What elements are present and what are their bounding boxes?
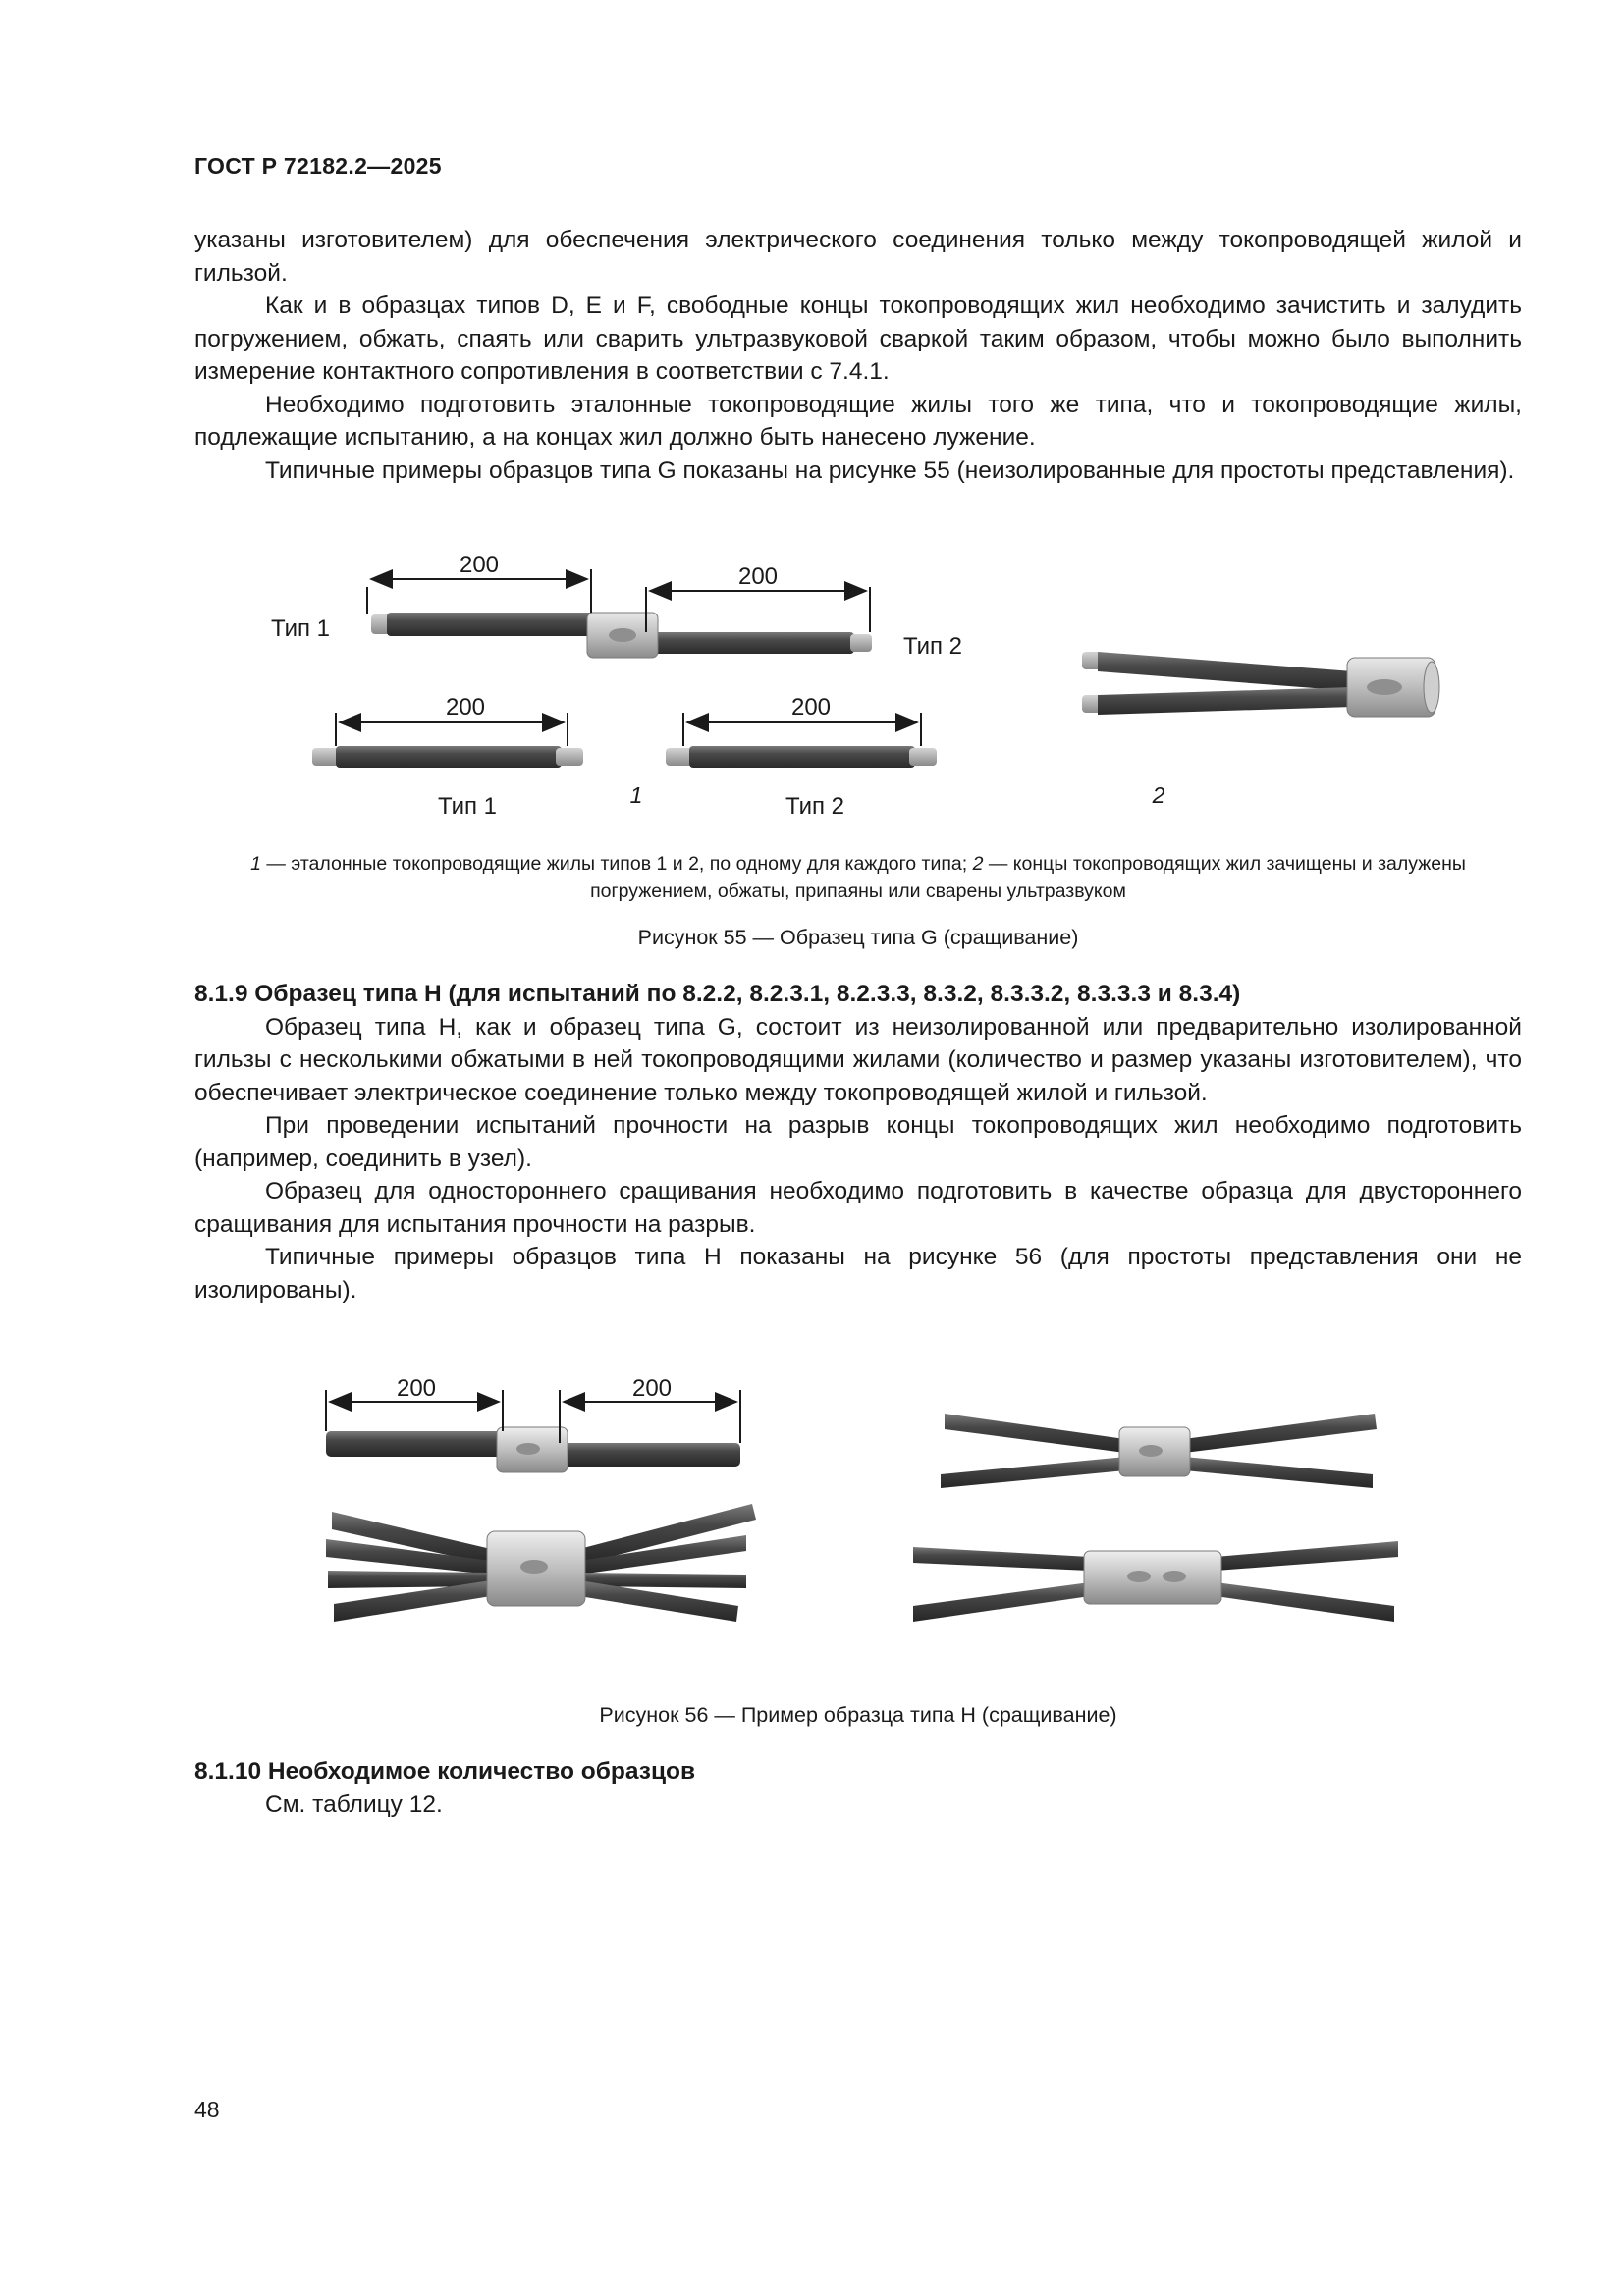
- h-sample-fan-large: [326, 1504, 756, 1622]
- paragraph: При проведении испытаний прочности на разрыв концы токопроводящих жил необходимо подготовить (например, соединить в узел).: [194, 1112, 1522, 1172]
- reference-wire-type2: [666, 694, 937, 820]
- paragraph: Как и в образцах типов D, E и F, свободные концы токопроводящих жил необходимо зачистить и залудить погружением, обжать, спаять или сварить ультразвуковой сваркой таким образом, чтобы можно было выполнить измерение контактного сопротивления в соответствии с 7.4.1.: [194, 293, 1522, 385]
- h-sample-inline: [326, 1375, 740, 1472]
- page-number: 48: [194, 2097, 220, 2122]
- dimension-label: 200: [737, 563, 779, 590]
- reference-wire-type1: [312, 694, 583, 820]
- figure-55: [0, 530, 1624, 854]
- paragraph: См. таблицу 12.: [265, 1790, 443, 1818]
- h-sample-two-pairs-long: [913, 1541, 1398, 1622]
- dimension-label: 200: [459, 552, 500, 578]
- dimension-label: 200: [445, 694, 486, 721]
- paragraph: Образец типа H, как и образец типа G, состоит из неизолированной или предварительно изолированной гильзы с несколькими обжатыми в ней токопроводящими жилами (количество и размер указаны изготовителем), что обеспечивает электрическое соединение только между токопроводящей жилой и гильзой.: [194, 1013, 1522, 1106]
- h-sample-two-pairs: [941, 1414, 1377, 1488]
- section-heading: 8.1.9 Образец типа H (для испытаний по 8.2.2, 8.2.3.1, 8.2.3.3, 8.3.2, 8.3.3.2, 8.3.3.3 и 8.3.4): [194, 981, 1241, 1007]
- type1-type2-splice: [271, 552, 962, 660]
- document-header: ГОСТ Р 72182.2—2025: [194, 153, 442, 179]
- section-8-1-10: [194, 1755, 1522, 1821]
- figure-56: [0, 1364, 1624, 1669]
- dimension-label: 200: [790, 694, 832, 721]
- figure-56-caption: Рисунок 56 — Пример образца типа H (сращивание): [599, 1703, 1117, 1727]
- paragraph: указаны изготовителем) для обеспечения электрического соединения только между токопроводящей жилой и гильзой.: [194, 227, 1522, 287]
- section-heading: 8.1.10 Необходимое количество образцов: [194, 1758, 696, 1785]
- top-text-block: [194, 224, 1522, 487]
- type1-label: Тип 1: [271, 615, 331, 642]
- paragraph: Типичные примеры образцов типа G показаны на рисунке 55 (неизолированные для простоты представления).: [265, 456, 1515, 484]
- paragraph: Необходимо подготовить эталонные токопроводящие жилы того же типа, что и токопроводящие жилы, подлежащие испытанию, а на концах жил должно быть нанесено лужение.: [194, 391, 1522, 451]
- figure-item-number: 1: [629, 782, 643, 808]
- paragraph: Типичные примеры образцов типа H показаны на рисунке 56 (для простоты представления они не изолированы).: [194, 1244, 1522, 1304]
- type1-label: Тип 1: [437, 793, 498, 820]
- type2-label: Тип 2: [785, 793, 845, 820]
- figure-55-note: 1 — эталонные токопроводящие жилы типов 1 и 2, по одному для каждого типа; 2 — концы токопроводящих жил зачищены и залужены погружением, обжаты, припаяны или сварены ультразвуком: [250, 853, 1466, 902]
- paragraph: Образец для одностороннего сращивания необходимо подготовить в качестве образца для двустороннего сращивания для испытания прочности на разрыв.: [194, 1178, 1522, 1238]
- figure-55-caption: Рисунок 55 — Образец типа G (сращивание): [637, 926, 1079, 949]
- figure-item-number: 2: [1152, 782, 1165, 808]
- dimension-label: 200: [631, 1375, 673, 1402]
- section-8-1-9: [194, 978, 1522, 1307]
- type2-label: Тип 2: [903, 633, 963, 660]
- dimension-label: 200: [396, 1375, 437, 1402]
- two-wire-sleeve: [1082, 652, 1439, 808]
